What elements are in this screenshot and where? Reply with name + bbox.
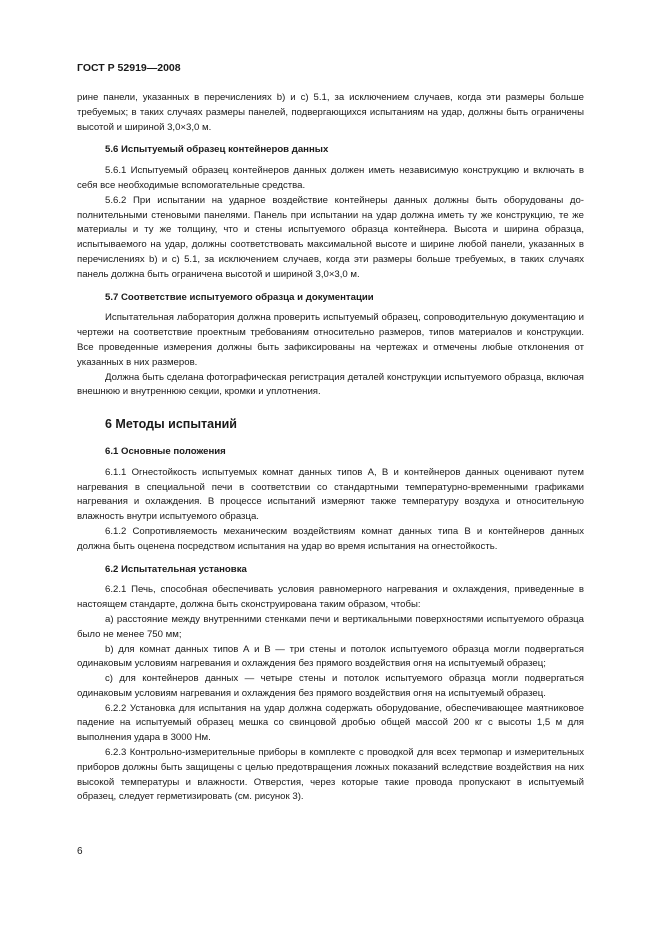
section-5-7-heading: 5.7 Соответствие испытуемого образца и документации (105, 291, 374, 303)
paragraph-6-2-1: 6.2.1 Печь, способная обеспечивать условия равномерного нагревания и охлаждения, приведенные в настоящем стандарте, должна быть сконструирована таким образом, чтобы: (77, 584, 584, 611)
paragraph-6-1-1: 6.1.1 Огнестойкость испытуемых комнат данных типов А, В и контейнеров данных оценивают путем нагревания в специальной печи в соответствии со стандартными температурно-временными графиками нагревания и охлаждения. В процессе испытаний измеряют также температуру воздуха и относительную влажность внутри испытуемого образца. (77, 466, 584, 523)
section-5-6-heading: 5.6 Испытуемый образец контейнеров данных (105, 144, 329, 156)
section-6-1-heading: 6.1 Основные положения (105, 445, 226, 457)
section-6-heading: 6 Методы испытаний (105, 417, 237, 432)
list-item-b: b) для комнат данных типов А и В — три стены и потолок испытуемого образца могли подвергаться одинаковым условиям нагревания и охлаждения без прямого воздействия огня на испытуемый образец; (77, 643, 584, 670)
paragraph-5-7-a: Испытательная лаборатория должна проверить испытуемый образец, сопроводительную документацию и чертежи на соответствие проектным требованиям относительно размеров, типов материалов и конструкции. Все проведенные измерения должны быть зафиксированы на чертежах и отмечены любые отклонения от указанных в них размеров. (77, 312, 584, 368)
paragraph-6-1-2: 6.1.2 Сопротивляемость механическим воздействиям комнат данных типа В и контейнеров данных должна быть оценена посредством испытания на удар во время испытания на огнестойкость. (77, 525, 584, 552)
section-6-2-heading: 6.2 Испытательная установка (105, 563, 247, 575)
paragraph-6-2-3: 6.2.3 Контрольно-измерительные приборы в комплекте с проводкой для всех термопар и измерительных приборов должны быть защищены с целью предотвращения ложных показаний вследствие воздействия на них высокой температуры и влажности. Отверстия, через которые такие провода пропускают в испытуемый образец, следует герметизировать (см. рисунок 3). (77, 747, 584, 803)
page-number: 6 (77, 846, 83, 857)
document-header: ГОСТ Р 52919—2008 (77, 62, 181, 74)
paragraph-5-6-1: 5.6.1 Испытуемый образец контейнеров данных должен иметь независимую конструкцию и включать в себя все необходимые вспомогательные средства. (77, 165, 584, 191)
document-body (77, 91, 584, 805)
list-item-c: с) для контейнеров данных — четыре стены и потолок испытуемого образца могли подвергаться одинаковым условиям нагревания и охлаждения без прямого воздействия огня на испытуемый образец. (77, 673, 584, 699)
paragraph-5-7-b: Должна быть сделана фотографическая регистрация деталей конструкции испытуемого образца, включая внешнюю и внутреннюю секции, кромки и уплотнения. (77, 371, 584, 398)
paragraph-5-6-2: 5.6.2 При испытании на ударное воздействие контейнеры данных должны быть оборудованы дополнительными стеновыми панелями. Панель при испытании на удар должна иметь ту же конструкцию, те же материалы и ту же толщину, что и стены испытуемого образца контейнера. Высота и ширина образца, испытываемого на удар, должны соответствовать максимальной высоте и ширине любой панели, указанных в перечислениях b) и c) 5.1, за исключением случаев, когда эти размеры больше требуемых, в таких случаях панель должна быть ограничена высотой и шириной 3,0×3,0 м. (77, 194, 584, 280)
intro-paragraph: рине панели, указанных в перечислениях b) и c) 5.1, за исключением случаев, когда эти размеры больше требуемых; в таких случаях размеры панелей, подвергающихся испытаниям на удар, должны быть ограничены высотой и шириной 3,0×3,0 м. (77, 92, 584, 133)
list-item-a: а) расстояние между внутренними стенками печи и вертикальными поверхностями испытуемого образца было не менее 750 мм; (77, 613, 584, 640)
paragraph-6-2-2: 6.2.2 Установка для испытания на удар должна содержать оборудование, обеспечивающее маятниковое падение на испытуемый образец мешка со свинцовой дробью общей массой 200 кг с высоты 1,5 м для выполнения удара в 3000 Нм. (77, 702, 584, 744)
